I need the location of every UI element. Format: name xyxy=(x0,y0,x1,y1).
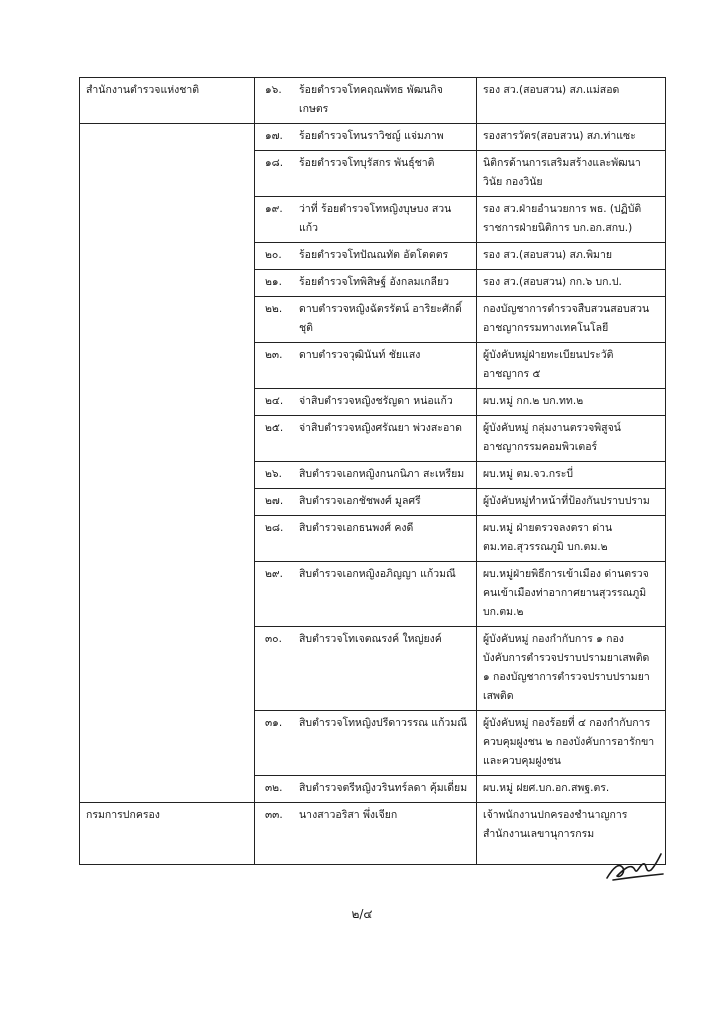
row-number: ๒๘. xyxy=(265,522,284,534)
nominee-cell xyxy=(255,711,477,776)
nominee-cell xyxy=(255,151,477,197)
row-number: ๓๑. xyxy=(265,717,283,729)
table-row xyxy=(80,151,666,197)
nominee-cell xyxy=(255,270,477,297)
row-number: ๑๖. xyxy=(265,84,282,96)
nominee-table xyxy=(79,77,666,865)
position-cell: รอง สว.(สอบสวน) กก.๖ บก.ป. xyxy=(477,270,666,297)
row-number: ๒๕. xyxy=(265,422,284,434)
nominee-cell xyxy=(255,416,477,462)
agency-cell xyxy=(80,462,255,489)
nominee-name: ร้อยตำรวจโทพิสิษฐ์ อังกลมเกลียว xyxy=(299,276,450,288)
table-row xyxy=(80,343,666,389)
position-cell: ผู้บังคับหมู่ กองกำกับการ ๑ กองบังคับการตำรวจปราบปรามยาเสพติด ๑ กองบัญชาการตำรวจปราบปรามยาเสพติด xyxy=(477,627,666,711)
table-row xyxy=(80,516,666,562)
nominee-cell xyxy=(255,297,477,343)
row-number: ๒๑. xyxy=(265,276,282,288)
nominee-cell xyxy=(255,389,477,416)
agency-cell xyxy=(80,124,255,151)
table-row xyxy=(80,416,666,462)
nominee-cell xyxy=(255,197,477,243)
row-number: ๑๘. xyxy=(265,157,284,169)
nominee-name: สิบตำรวจเอกหญิงอภิญญา แก้วมณี xyxy=(299,568,456,580)
table-body xyxy=(80,78,666,865)
agency-cell: สำนักงานตำรวจแห่งชาติ xyxy=(80,78,255,124)
position-cell: รอง สว.(สอบสวน) สภ.แม่สอด xyxy=(477,78,666,124)
row-number: ๓๓. xyxy=(265,809,283,821)
row-number: ๒๙. xyxy=(265,568,283,580)
table-row xyxy=(80,776,666,803)
nominee-cell xyxy=(255,462,477,489)
nominee-name: สิบตำรวจเอกชัชพงศ์ มูลศรี xyxy=(299,495,421,507)
nominee-cell xyxy=(255,562,477,627)
agency-cell xyxy=(80,243,255,270)
agency-cell xyxy=(80,416,255,462)
page-number: ๒/๔ xyxy=(351,907,373,921)
nominee-cell xyxy=(255,343,477,389)
nominee-cell xyxy=(255,776,477,803)
table-row xyxy=(80,197,666,243)
nominee-cell xyxy=(255,78,477,124)
position-cell: รอง สว.ฝ่ายอำนวยการ พธ. (ปฏิบัติราชการฝ่ายนิติการ บก.อก.สกบ.) xyxy=(477,197,666,243)
position-cell: ผบ.หมู่ ฝยศ.บก.อก.สพฐ.ตร. xyxy=(477,776,666,803)
position-cell: รองสารวัตร(สอบสวน) สภ.ท่าแซะ xyxy=(477,124,666,151)
nominee-name: ว่าที่ ร้อยตำรวจโทหญิงบุษบง สวนแก้ว xyxy=(299,203,452,234)
row-number: ๒๖. xyxy=(265,468,282,480)
agency-cell xyxy=(80,270,255,297)
nominee-name: จ่าสิบตำรวจหญิงชรัญดา หน่อแก้ว xyxy=(299,395,453,407)
agency-cell xyxy=(80,197,255,243)
agency-cell: กรมการปกครอง xyxy=(80,803,255,865)
agency-cell xyxy=(80,151,255,197)
nominee-name: สิบตำรวจเอกธนพงศ์ คงดี xyxy=(299,522,414,534)
nominee-name: สิบตำรวจเอกหญิงกนกนิภา สะเหรียม xyxy=(299,468,465,480)
nominee-name: ดาบตำรวจวุฒินันท์ ชัยแสง xyxy=(299,349,421,361)
agency-cell xyxy=(80,711,255,776)
position-cell: ผบ.หมู่ กก.๒ บก.ทท.๒ xyxy=(477,389,666,416)
table-row xyxy=(80,462,666,489)
nominee-name: ร้อยตำรวจโทบุรัสกร พันธุ์ชาติ xyxy=(299,157,435,169)
agency-cell xyxy=(80,776,255,803)
row-number: ๒๔. xyxy=(265,395,284,407)
nominee-name: นางสาวอริสา พึ่งเจียก xyxy=(299,809,398,821)
nominee-cell xyxy=(255,124,477,151)
table-row xyxy=(80,243,666,270)
position-cell: เจ้าพนักงานปกครองชำนาญการ สำนักงานเลขานุการกรม xyxy=(477,803,666,865)
agency-cell xyxy=(80,562,255,627)
row-number: ๓๒. xyxy=(265,782,283,794)
agency-cell xyxy=(80,389,255,416)
position-cell: ผู้บังคับหมู่ทำหน้าที่ป้องกันปราบปราม xyxy=(477,489,666,516)
nominee-cell xyxy=(255,803,477,865)
agency-cell xyxy=(80,297,255,343)
agency-cell xyxy=(80,489,255,516)
position-cell: ผู้บังคับหมู่ฝ่ายทะเบียนประวัติอาชญากร ๕ xyxy=(477,343,666,389)
table-row xyxy=(80,489,666,516)
position-cell: นิติกรด้านการเสริมสร้างและพัฒนาวินัย กองวินัย xyxy=(477,151,666,197)
row-number: ๒๗. xyxy=(265,495,284,507)
table-row xyxy=(80,803,666,865)
table-row xyxy=(80,78,666,124)
row-number: ๓๐. xyxy=(265,633,282,645)
position-cell: ผู้บังคับหมู่ กองร้อยที่ ๔ กองกำกับการควบคุมฝูงชน ๒ กองบังคับการอารักขาและควบคุมฝูงชน xyxy=(477,711,666,776)
nominee-cell xyxy=(255,516,477,562)
table-row xyxy=(80,711,666,776)
row-number: ๒๒. xyxy=(265,303,283,315)
nominee-cell xyxy=(255,489,477,516)
position-cell: ผบ.หมู่ ฝ่ายตรวจลงตรา ด่าน ตม.ทอ.สุวรรณภูมิ บก.ตม.๒ xyxy=(477,516,666,562)
row-number: ๒๓. xyxy=(265,349,283,361)
row-number: ๑๙. xyxy=(265,203,283,215)
nominee-cell xyxy=(255,243,477,270)
table-row xyxy=(80,124,666,151)
nominee-name: จ่าสิบตำรวจหญิงศรัณยา พ่วงสะอาด xyxy=(299,422,462,434)
agency-cell xyxy=(80,343,255,389)
nominee-cell xyxy=(255,627,477,711)
nominee-name: ร้อยตำรวจโทนราวิชญ์ แจ่มภาพ xyxy=(299,130,444,142)
row-number: ๒๐. xyxy=(265,249,282,261)
nominee-name: สิบตำรวจโทหญิงปรีดาวรรณ แก้วมณี xyxy=(299,717,467,729)
position-cell: ผบ.หมู่ ตม.จว.กระบี่ xyxy=(477,462,666,489)
handwritten-signature xyxy=(603,848,667,884)
nominee-name: สิบตำรวจตรีหญิงวรินทร์ลดา คุ้มเดี่ยม xyxy=(299,782,468,794)
nominee-name: ร้อยตำรวจโทปัณณทัต อัตโตตตร xyxy=(299,249,449,261)
nominee-name: ดาบตำรวจหญิงฉัตรรัตน์ อาริยะศักดิ์ชุติ xyxy=(299,303,462,334)
table-row xyxy=(80,270,666,297)
table-row xyxy=(80,297,666,343)
row-number: ๑๗. xyxy=(265,130,283,142)
table-row xyxy=(80,562,666,627)
agency-cell xyxy=(80,627,255,711)
position-cell: กองบัญชาการตำรวจสืบสวนสอบสวนอาชญากรรมทางเทคโนโลยี xyxy=(477,297,666,343)
position-cell: ผู้บังคับหมู่ กลุ่มงานตรวจพิสูจน์อาชญากรรมคอมพิวเตอร์ xyxy=(477,416,666,462)
table-row xyxy=(80,389,666,416)
position-cell: รอง สว.(สอบสวน) สภ.พิมาย xyxy=(477,243,666,270)
table-row xyxy=(80,627,666,711)
nominee-name: ร้อยตำรวจโทคฤณพัทธ พัฒนกิจเกษตร xyxy=(299,84,443,115)
nominee-name: สิบตำรวจโทเจตณรงค์ ใหญ่ยงค์ xyxy=(299,633,442,645)
position-cell: ผบ.หมู่ฝ่ายพิธีการเข้าเมือง ด่านตรวจคนเข้าเมืองท่าอากาศยานสุวรรณภูมิ บก.ตม.๒ xyxy=(477,562,666,627)
agency-cell xyxy=(80,516,255,562)
